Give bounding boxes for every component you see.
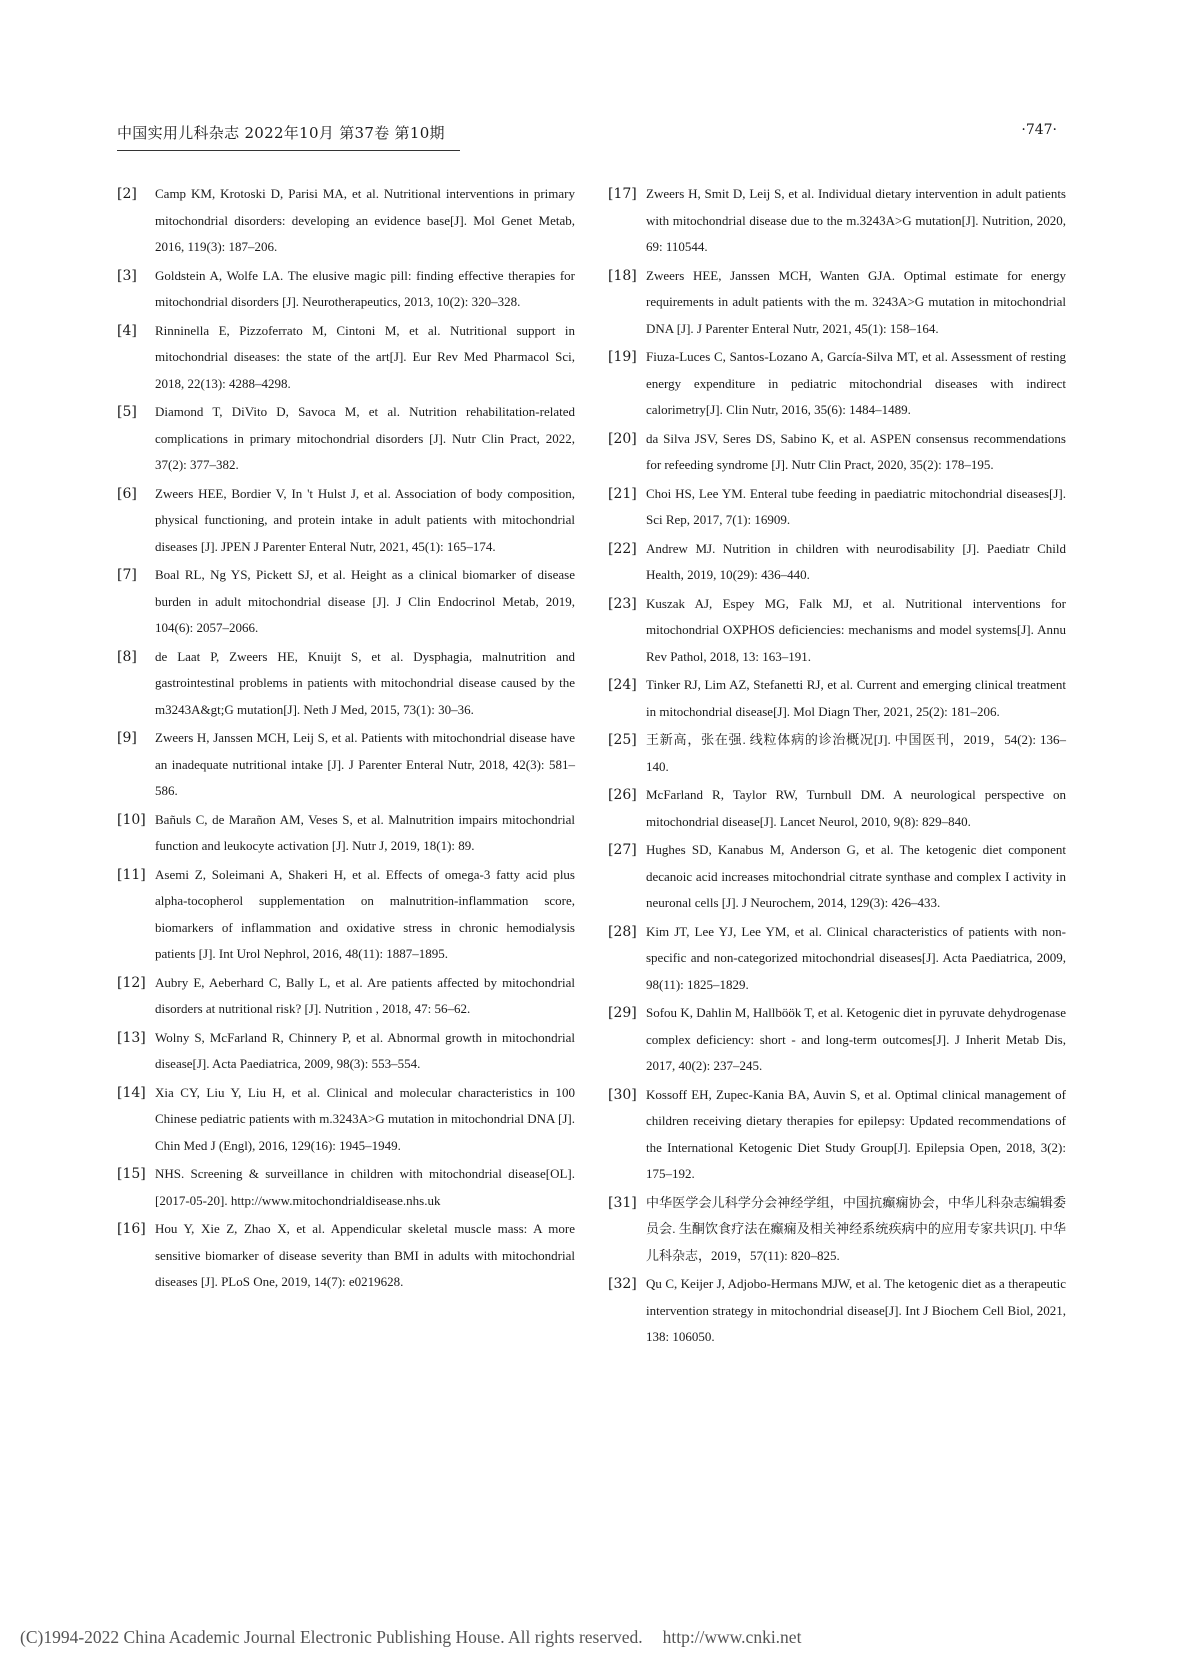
reference-number: [31]: [608, 1194, 637, 1211]
reference-item: [608, 1190, 1066, 1270]
reference-text: Andrew MJ. Nutrition in children with neurodisability [J]. Paediatr Child Health, 2019, 10(29): 436–440.: [646, 540, 1066, 582]
reference-number: [13]: [117, 1029, 146, 1046]
reference-item: [117, 1216, 575, 1296]
reference-item: [117, 318, 575, 398]
reference-number: [20]: [608, 430, 637, 447]
reference-number: [26]: [608, 787, 637, 803]
reference-item: [608, 782, 1066, 835]
reference-item: [608, 1271, 1066, 1351]
reference-number: [27]: [608, 842, 637, 858]
reference-text: Fiuza-Luces C, Santos-Lozano A, García-Silva MT, et al. Assessment of resting energy expenditure in pediatric mitochondrial diseases with indirect calorimetry[J]. Clin Nutr, 2016, 35(6): 1484–1489.: [646, 349, 1066, 417]
reference-text: 中华医学会儿科学分会神经学组，中国抗癫痫协会，中华儿科杂志编辑委员会. 生酮饮食疗法在癫痫及相关神经系统疾病中的应用专家共识[J]. 中华儿科杂志，2019，57(11): 820–825.: [646, 1194, 1066, 1263]
reference-number: [7]: [117, 567, 137, 583]
reference-item: [608, 591, 1066, 671]
reference-text: Aubry E, Aeberhard C, Bally L, et al. Are patients affected by mitochondrial disorders at nutritional risk? [J]. Nutrition , 2018, 47: 56–62.: [155, 974, 575, 1016]
reference-item: [117, 1025, 575, 1078]
reference-text: Zweers HEE, Janssen MCH, Wanten GJA. Optimal estimate for energy requirements in adult patients with the m. 3243A>G mutation in mitochondrial DNA [J]. J Parenter Enteral Nutr, 2021, 45(1): 158–164.: [646, 267, 1066, 336]
reference-text: Choi HS, Lee YM. Enteral tube feeding in paediatric mitochondrial diseases[J]. Sci Rep, 2017, 7(1): 16909.: [646, 485, 1066, 527]
reference-text: Zweers H, Janssen MCH, Leij S, et al. Patients with mitochondrial disease have an inadequate nutritional intake [J]. J Parenter Enteral Nutr, 2018, 42(3): 581–586.: [155, 730, 575, 798]
reference-text: Asemi Z, Soleimani A, Shakeri H, et al. Effects of omega-3 fatty acid plus alpha-tocopherol supplementation on malnutrition-inflammation score, biomarkers of inflammation and oxidative stress in chronic hemodialysis patients [J]. Int Urol Nephrol, 2016, 48(11): 1887–1895.: [155, 866, 575, 961]
reference-item: [608, 426, 1066, 479]
reference-text: Kim JT, Lee YJ, Lee YM, et al. Clinical characteristics of patients with non-specific and non-categorized mitochondrial diseases[J]. Acta Paediatrica, 2009, 98(11): 1825–1829.: [646, 923, 1066, 992]
reference-number: [15]: [117, 1166, 146, 1182]
reference-text: Zweers H, Smit D, Leij S, et al. Individual dietary intervention in adult patients with mitochondrial disease due to the m.3243A>G mutation[J]. Nutrition, 2020, 69: 110544.: [646, 186, 1066, 254]
reference-text: Wolny S, McFarland R, Chinnery P, et al. Abnormal growth in mitochondrial disease[J]. Acta Paediatrica, 2009, 98(3): 553–554.: [155, 1029, 575, 1071]
reference-item: [608, 263, 1066, 343]
reference-item: [117, 562, 575, 642]
reference-number: [5]: [117, 404, 137, 420]
reference-item: [608, 1000, 1066, 1080]
reference-item: [608, 181, 1066, 261]
reference-text: de Laat P, Zweers HE, Knuijt S, et al. Dysphagia, malnutrition and gastrointestinal problems in patients with mitochondrial disease caused by the m3243A&gt;G mutation[J]. Neth J Med, 2015, 73(1): 30–36.: [155, 648, 575, 717]
reference-number: [16]: [117, 1221, 146, 1237]
reference-text: Kossoff EH, Zupec-Kania BA, Auvin S, et al. Optimal clinical management of children receiving dietary therapies for epilepsy: Updated recommendations of the International Ketogenic Diet Study Group[J]. Epilepsia Open, 2018, 3(2): 175–192.: [646, 1086, 1066, 1181]
reference-item: [608, 919, 1066, 999]
header-rule: [117, 150, 460, 151]
reference-text: Goldstein A, Wolfe LA. The elusive magic pill: finding effective therapies for mitochondrial disorders [J]. Neurotherapeutics, 2013, 10(2): 320–328.: [155, 267, 575, 309]
reference-number: [4]: [117, 322, 137, 339]
reference-number: [11]: [117, 866, 146, 883]
reference-item: [117, 263, 575, 316]
reference-item: [117, 862, 575, 968]
reference-number: [9]: [117, 730, 137, 746]
reference-number: [6]: [117, 485, 137, 502]
reference-number: [8]: [117, 648, 137, 665]
reference-text: McFarland R, Taylor RW, Turnbull DM. A neurological perspective on mitochondrial disease[J]. Lancet Neurol, 2010, 9(8): 829–840.: [646, 787, 1066, 829]
reference-number: [24]: [608, 677, 637, 693]
reference-text: Sofou K, Dahlin M, Hallböök T, et al. Ketogenic diet in pyruvate dehydrogenase complex deficiency: short - and long-term outcomes[J]. J Inherit Metab Dis, 2017, 40(2): 237–245.: [646, 1005, 1066, 1073]
reference-text: Hughes SD, Kanabus M, Anderson G, et al. The ketogenic diet component decanoic acid increases mitochondrial citrate synthase and complex I activity in neuronal cells [J]. J Neurochem, 2014, 129(3): 426–433.: [646, 842, 1066, 910]
reference-text: da Silva JSV, Seres DS, Sabino K, et al. ASPEN consensus recommendations for refeeding syndrome [J]. Nutr Clin Pract, 2020, 35(2): 178–195.: [646, 430, 1066, 472]
reference-item: [117, 399, 575, 479]
journal-header: 中国实用儿科杂志 2022年10月 第37卷 第10期: [117, 124, 445, 142]
reference-item: [117, 644, 575, 724]
reference-number: [21]: [608, 485, 637, 502]
reference-item: [117, 1080, 575, 1160]
reference-item: [117, 807, 575, 860]
reference-number: [3]: [117, 267, 137, 284]
reference-item: [117, 970, 575, 1023]
reference-number: [28]: [608, 923, 637, 940]
copyright-footer: [20, 1627, 801, 1648]
reference-number: [25]: [608, 732, 637, 748]
reference-text: Kuszak AJ, Espey MG, Falk MJ, et al. Nutritional interventions for mitochondrial OXPHOS deficiencies: mechanisms and model systems[J]. Annu Rev Pathol, 2018, 13: 163–191.: [646, 595, 1066, 664]
reference-number: [18]: [608, 267, 637, 284]
reference-text: Rinninella E, Pizzoferrato M, Cintoni M, et al. Nutritional support in mitochondrial diseases: the state of the art[J]. Eur Rev Med Pharmacol Sci, 2018, 22(13): 4288–4298.: [155, 322, 575, 391]
reference-item: [117, 725, 575, 805]
reference-text: Diamond T, DiVito D, Savoca M, et al. Nutrition rehabilitation-related complications in primary mitochondrial disorders [J]. Nutr Clin Pract, 2022, 37(2): 377–382.: [155, 404, 575, 472]
footer-url-link[interactable]: http://www.cnki.net: [662, 1627, 802, 1647]
reference-text: Tinker RJ, Lim AZ, Stefanetti RJ, et al. Current and emerging clinical treatment in mitochondrial disease[J]. Mol Diagn Ther, 2021, 25(2): 181–206.: [646, 677, 1066, 719]
reference-item: [608, 727, 1066, 780]
reference-number: [17]: [608, 186, 637, 202]
reference-item: [117, 1161, 575, 1214]
reference-text: Camp KM, Krotoski D, Parisi MA, et al. Nutritional interventions in primary mitochondrial disorders: developing an evidence base[J]. Mol Genet Metab, 2016, 119(3): 187–206.: [155, 186, 575, 254]
reference-text: NHS. Screening & surveillance in children with mitochondrial disease[OL]. [2017-05-20]. http://www.mitochondrialdisease.nhs.uk: [155, 1166, 575, 1208]
reference-text: Xia CY, Liu Y, Liu H, et al. Clinical and molecular characteristics in 100 Chinese pediatric patients with m.3243A>G mutation in mitochondrial DNA [J]. Chin Med J (Engl), 2016, 129(16): 1945–1949.: [155, 1084, 575, 1153]
references-right-column: [608, 181, 1066, 1353]
reference-number: [23]: [608, 595, 637, 612]
reference-text: Qu C, Keijer J, Adjobo-Hermans MJW, et al. The ketogenic diet as a therapeutic intervention strategy in mitochondrial disease[J]. Int J Biochem Cell Biol, 2021, 138: 106050.: [646, 1276, 1066, 1344]
reference-item: [608, 344, 1066, 424]
reference-item: [608, 672, 1066, 725]
references-left-column: [117, 181, 575, 1298]
reference-text: Boal RL, Ng YS, Pickett SJ, et al. Height as a clinical biomarker of disease burden in adult mitochondrial disease [J]. J Clin Endocrinol Metab, 2019, 104(6): 2057–2066.: [155, 567, 575, 635]
reference-item: [608, 1082, 1066, 1188]
reference-text: 王新高，张在强. 线粒体病的诊治概况[J]. 中国医刊，2019，54(2): 136–140.: [646, 732, 1066, 774]
reference-item: [117, 181, 575, 261]
reference-number: [14]: [117, 1084, 146, 1101]
reference-number: [30]: [608, 1086, 637, 1103]
reference-item: [608, 481, 1066, 534]
page-number: ·747·: [1021, 122, 1057, 138]
reference-number: [22]: [608, 540, 637, 557]
reference-number: [2]: [117, 186, 137, 202]
reference-item: [608, 536, 1066, 589]
reference-number: [12]: [117, 974, 146, 991]
reference-number: [29]: [608, 1005, 637, 1021]
copyright-text: (C)1994-2022 China Academic Journal Electronic Publishing House. All rights reserved.: [20, 1627, 643, 1647]
reference-item: [608, 837, 1066, 917]
reference-text: Bañuls C, de Marañon AM, Veses S, et al. Malnutrition impairs mitochondrial function and leukocyte activation [J]. Nutr J, 2019, 18(1): 89.: [155, 811, 575, 853]
reference-number: [10]: [117, 811, 146, 828]
reference-number: [19]: [608, 349, 637, 365]
reference-number: [32]: [608, 1276, 637, 1292]
reference-text: Hou Y, Xie Z, Zhao X, et al. Appendicular skeletal muscle mass: A more sensitive biomarker of disease severity than BMI in adults with mitochondrial diseases [J]. PLoS One, 2019, 14(7): e0219628.: [155, 1221, 575, 1289]
reference-text: Zweers HEE, Bordier V, In 't Hulst J, et al. Association of body composition, physical functioning, and protein intake in adult patients with mitochondrial diseases [J]. JPEN J Parenter Enteral Nutr, 2021, 45(1): 165–174.: [155, 485, 575, 554]
reference-item: [117, 481, 575, 561]
